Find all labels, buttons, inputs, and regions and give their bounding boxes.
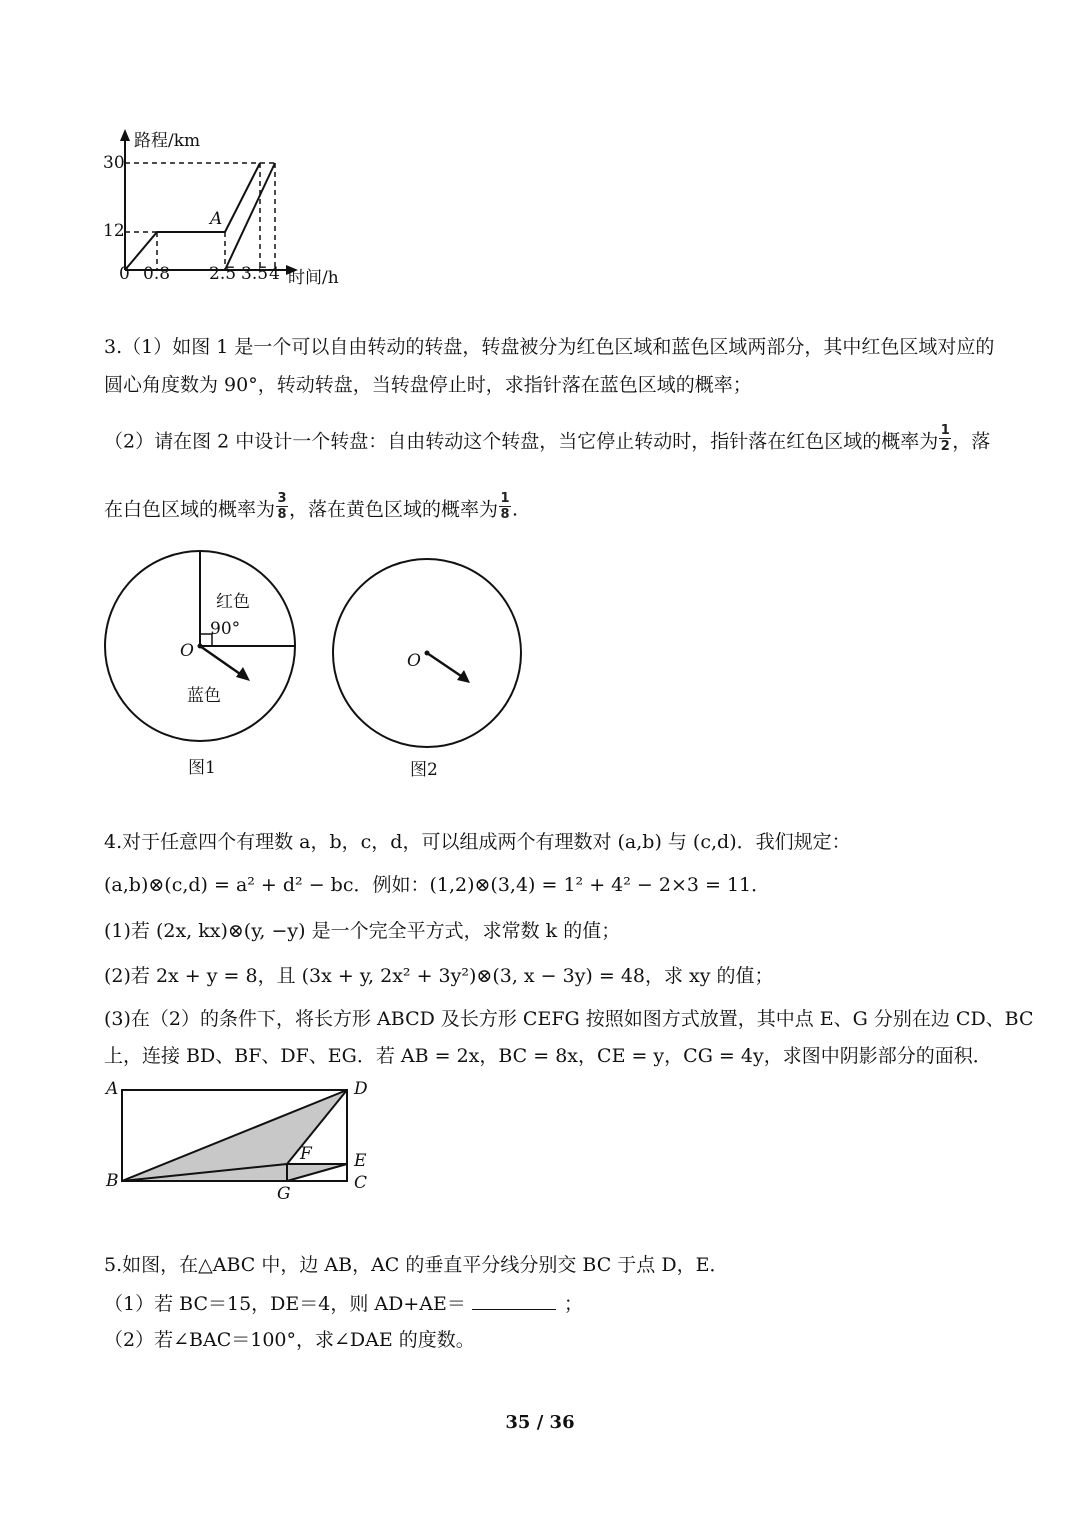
q4-line-5: (3)在（2）的条件下，将长方形 ABCD 及长方形 CEFG 按照如图方式放置，其中点 E、G 分别在边 CD、BC xyxy=(104,1008,1034,1030)
fig2-center-label: O xyxy=(407,651,421,671)
rect-label-d: D xyxy=(354,1079,368,1099)
spinner-figure-2 xyxy=(328,556,528,756)
rect-label-g: G xyxy=(277,1184,291,1204)
rect-label-b: B xyxy=(106,1171,119,1191)
graph-y-tick-12: 12 xyxy=(103,221,125,241)
graph-x-tick-2.5: 2.5 xyxy=(209,264,237,284)
fig1-blue-label: 蓝色 xyxy=(187,686,221,706)
answer-blank[interactable] xyxy=(472,1295,556,1310)
fig1-caption: 图1 xyxy=(188,758,216,778)
rectangles-figure xyxy=(100,1080,380,1200)
q4-line-3: (1)若 (2x, kx)⊗(y, −y) 是一个完全平方式，求常数 k 的值； xyxy=(104,920,621,942)
q3-line-1: 3.（1）如图 1 是一个可以自由转动的转盘，转盘被分为红色区域和蓝色区域两部分，其中红色区域对应的 xyxy=(104,336,995,358)
q3-line-3-tail: ，落 xyxy=(952,430,991,453)
q5-line-2: （1）若 BC＝15，DE＝4，则 AD+AE＝ ； xyxy=(104,1293,583,1315)
graph-point-a-label: A xyxy=(210,209,223,229)
q5-line-1: 5.如图，在△ABC 中，边 AB，AC 的垂直平分线分别交 BC 于点 D，E． xyxy=(104,1254,729,1276)
q3-line-3-text: （2）请在图 2 中设计一个转盘：自由转动这个转盘，当它停止转动时，指针落在红色区域的概率为 xyxy=(104,430,939,453)
graph-y-axis-label: 路程/km xyxy=(134,131,201,151)
fraction-one-eighth: $\frac{1}{8}$ xyxy=(500,491,510,522)
graph-x-tick-3.5: 3.5 xyxy=(241,264,269,284)
fig2-caption: 图2 xyxy=(410,760,438,780)
graph-x-tick-0.8: 0.8 xyxy=(143,264,171,284)
fraction-one-half: $\frac{1}{2}$ xyxy=(940,423,950,454)
fig1-center-label: O xyxy=(180,641,194,661)
q3-line-2: 圆心角度数为 90°，转动转盘，当转盘停止时，求指针落在蓝色区域的概率； xyxy=(104,374,752,396)
q4-line-2: (a,b)⊗(c,d) = a² + d² − bc．例如：(1,2)⊗(3,4) = 1² + 4² − 2×3 = 11． xyxy=(104,874,771,896)
fraction-three-eighths: $\frac{3}{8}$ xyxy=(277,491,287,522)
rect-label-e: E xyxy=(354,1151,367,1171)
spinner-figure-1 xyxy=(100,548,300,748)
page-number: 35 / 36 xyxy=(505,1412,575,1433)
q4-line-4: (2)若 2x + y = 8，且 (3x + y, 2x² + 3y²)⊗(3, x − 3y) = 48，求 xy 的值； xyxy=(104,965,774,987)
graph-y-tick-30: 30 xyxy=(103,153,125,173)
rect-label-c: C xyxy=(354,1173,368,1193)
rect-label-a: A xyxy=(106,1079,119,1099)
q5-line-3: （2）若∠BAC＝100°，求∠DAE 的度数。 xyxy=(104,1329,475,1351)
graph-x-tick-4: 4 xyxy=(269,264,280,284)
q4-line-1: 4.对于任意四个有理数 a，b，c，d，可以组成两个有理数对 (a,b) 与 (c,d)．我们规定： xyxy=(104,831,851,853)
q3-line-4: 在白色区域的概率为 $\frac{3}{8}$ ，落在黄色区域的概率为 $\frac{1}{8}$ . xyxy=(104,491,519,522)
q4-line-6: 上，连接 BD、BF、DF、EG．若 AB = 2x，BC = 8x，CE = y，CG = 4y，求图中阴影部分的面积． xyxy=(104,1045,992,1067)
graph-x-tick-0: 0 xyxy=(119,264,130,284)
fig1-red-label: 红色 xyxy=(216,592,250,612)
graph-x-axis-label: 时间/h xyxy=(288,268,339,288)
fig1-angle-label: 90° xyxy=(210,619,241,639)
q3-line-3 xyxy=(104,423,991,454)
rect-label-f: F xyxy=(300,1144,312,1164)
